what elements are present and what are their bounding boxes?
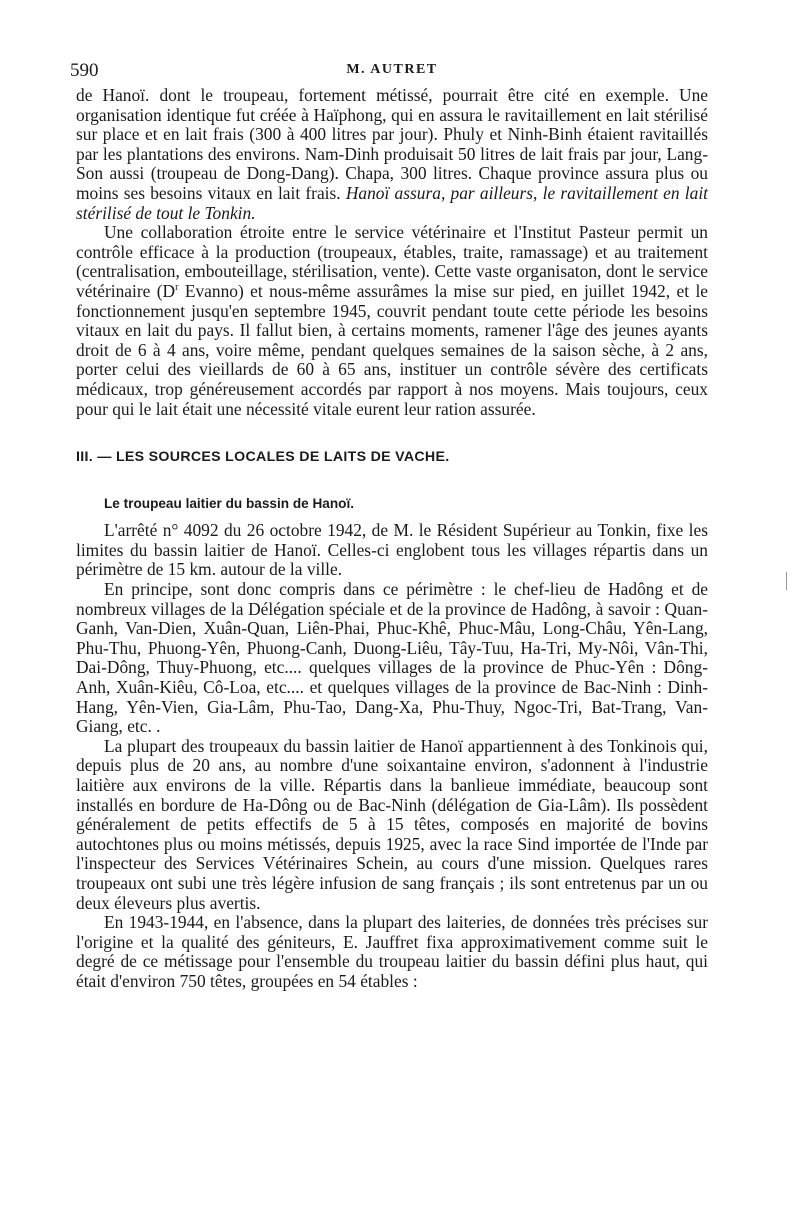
page-number: 590 xyxy=(70,60,99,81)
paragraph-2 xyxy=(76,223,708,419)
body-text xyxy=(76,86,708,992)
running-head: M. AUTRET xyxy=(346,62,438,77)
margin-mark xyxy=(786,572,787,590)
page xyxy=(70,60,709,992)
section-title: III. — LES SOURCES LOCALES DE LAITS DE VACHE. xyxy=(76,449,450,466)
paragraph-3: L'arrêté n° 4092 du 26 octobre 1942, de M. le Résident Supérieur au Tonkin, fixe les limites du bassin laitier de Hanoï. Celles-ci englobent tous les villages répartis dans un périmètre de 15 km. autour de la ville. xyxy=(76,520,708,580)
paragraph-1-text: de Hanoï. dont le troupeau, fortement métissé, pourrait être cité en exemple. Une organisation identique fut créée à Haïphong, qui en assura le ravitaillement en lait stérilisé sur place et en lait frais (300 à 400 litres par jour). Phuly et Ninh-Binh étaient ravitaillés par les plantations des environs. Nam-Dinh produisait 50 litres de lait frais par jour, Lang-Son aussi (troupeau de Dong-Dang). Chapa, 300 litres. Chaque province assura plus ou moins ses besoins vitaux en lait frais. xyxy=(76,85,708,203)
paragraph-1 xyxy=(76,86,708,223)
page-header xyxy=(70,60,708,86)
paragraph-5: La plupart des troupeaux du bassin laitier de Hanoï appartiennent à des Tonkinois qui, depuis plus de 20 ans, au nombre d'une soixantaine environ, s'adonnent à l'industrie laitière aux environs de la ville. Répartis dans la banlieue immédiate, beaucoup sont installés en bordure de Ha-Dông ou de Bac-Ninh (délégation de Gia-Lâm). Ils possèdent généralement de petits effectifs de 5 à 15 têtes, composés en majorité de bovins autochtones plus ou moins métissés, depuis 1925, avec la race Sind importée de l'Inde par l'inspecteur des Services Vétérinaires Schein, au cours d'une mission. Quelques rares troupeaux ont subi une très légère infusion de sang français ; ils sont entretenus par un ou deux éleveurs plus avertis. xyxy=(76,735,708,913)
superscript-r: r xyxy=(175,282,179,294)
paragraph-6: En 1943-1944, en l'absence, dans la plupart des laiteries, de données très précises sur l'origine et la qualité des géniteurs, E. Jauffret fixa approximativement comme suit le degré de ce métissage pour l'ensemble du troupeau laitier du bassin défini plus haut, qui était d'environ 750 têtes, groupées en 54 étables : xyxy=(76,912,708,991)
paragraph-2-text-b: Evanno) et nous-même assurâmes la mise sur pied, en juillet 1942, et le fonctionnement jusqu'en septembre 1945, couvrit pendant toute cette période les besoins vitaux en lait du pays. Il fallut bien, à certains moments, ramener l'âge des jeunes ayants droit de 6 à 4 ans, voire même, pendant quelques semaines de la saison sèche, à 2 ans, porter celui des vieillards de 60 à 65 ans, instituer un contrôle sévère des certificats médicaux, trop généreusement accordés par rapport à nos moyens. Mais toujours, ceux pour qui le lait était une nécessité vitale eurent leur ration assurée. xyxy=(76,280,709,419)
paragraph-2-text-a: Une collaboration étroite entre le service vétérinaire et l'Institut Pasteur permit un contrôle efficace à la production (troupeaux, étables, traite, ramassage) et au traitement (centralisation, embouteillage, stérilisation, vente). Cette vaste organisaton, dont le service vétérinaire (D xyxy=(76,222,708,301)
paragraph-1-italic: Hanoï assura, par ailleurs, le ravitaillement en lait stérilisé de tout le Tonkin. xyxy=(76,182,708,223)
subsection-title: Le troupeau laitier du bassin de Hanoï. xyxy=(104,495,355,511)
paragraph-4: En principe, sont donc compris dans ce périmètre : le chef-lieu de Hadông et de nombreux villages de la Délégation spéciale et de la province de Hadông, à savoir : Quan-Ganh, Van-Dien, Xuân-Quan, Liên-Phai, Phuc-Khê, Phuc-Mâu, Long-Châu, Yên-Lang, Phu-Thu, Phuong-Yên, Phuong-Canh, Duong-Liêu, Tây-Tuu, Ha-Tri, My-Nôi, Vân-Thi, Dai-Dông, Thuy-Phuong, etc.... quelques villages de la province de Phuc-Yên : Dông-Anh, Xuân-Kiêu, Cô-Loa, etc.... et quelques villages de la province de Bac-Ninh : Dinh-Hang, Yên-Vien, Gia-Lâm, Phu-Tao, Dang-Xa, Phu-Thuy, Ngoc-Tri, Bat-Trang, Van-Giang, etc. . xyxy=(76,579,708,737)
